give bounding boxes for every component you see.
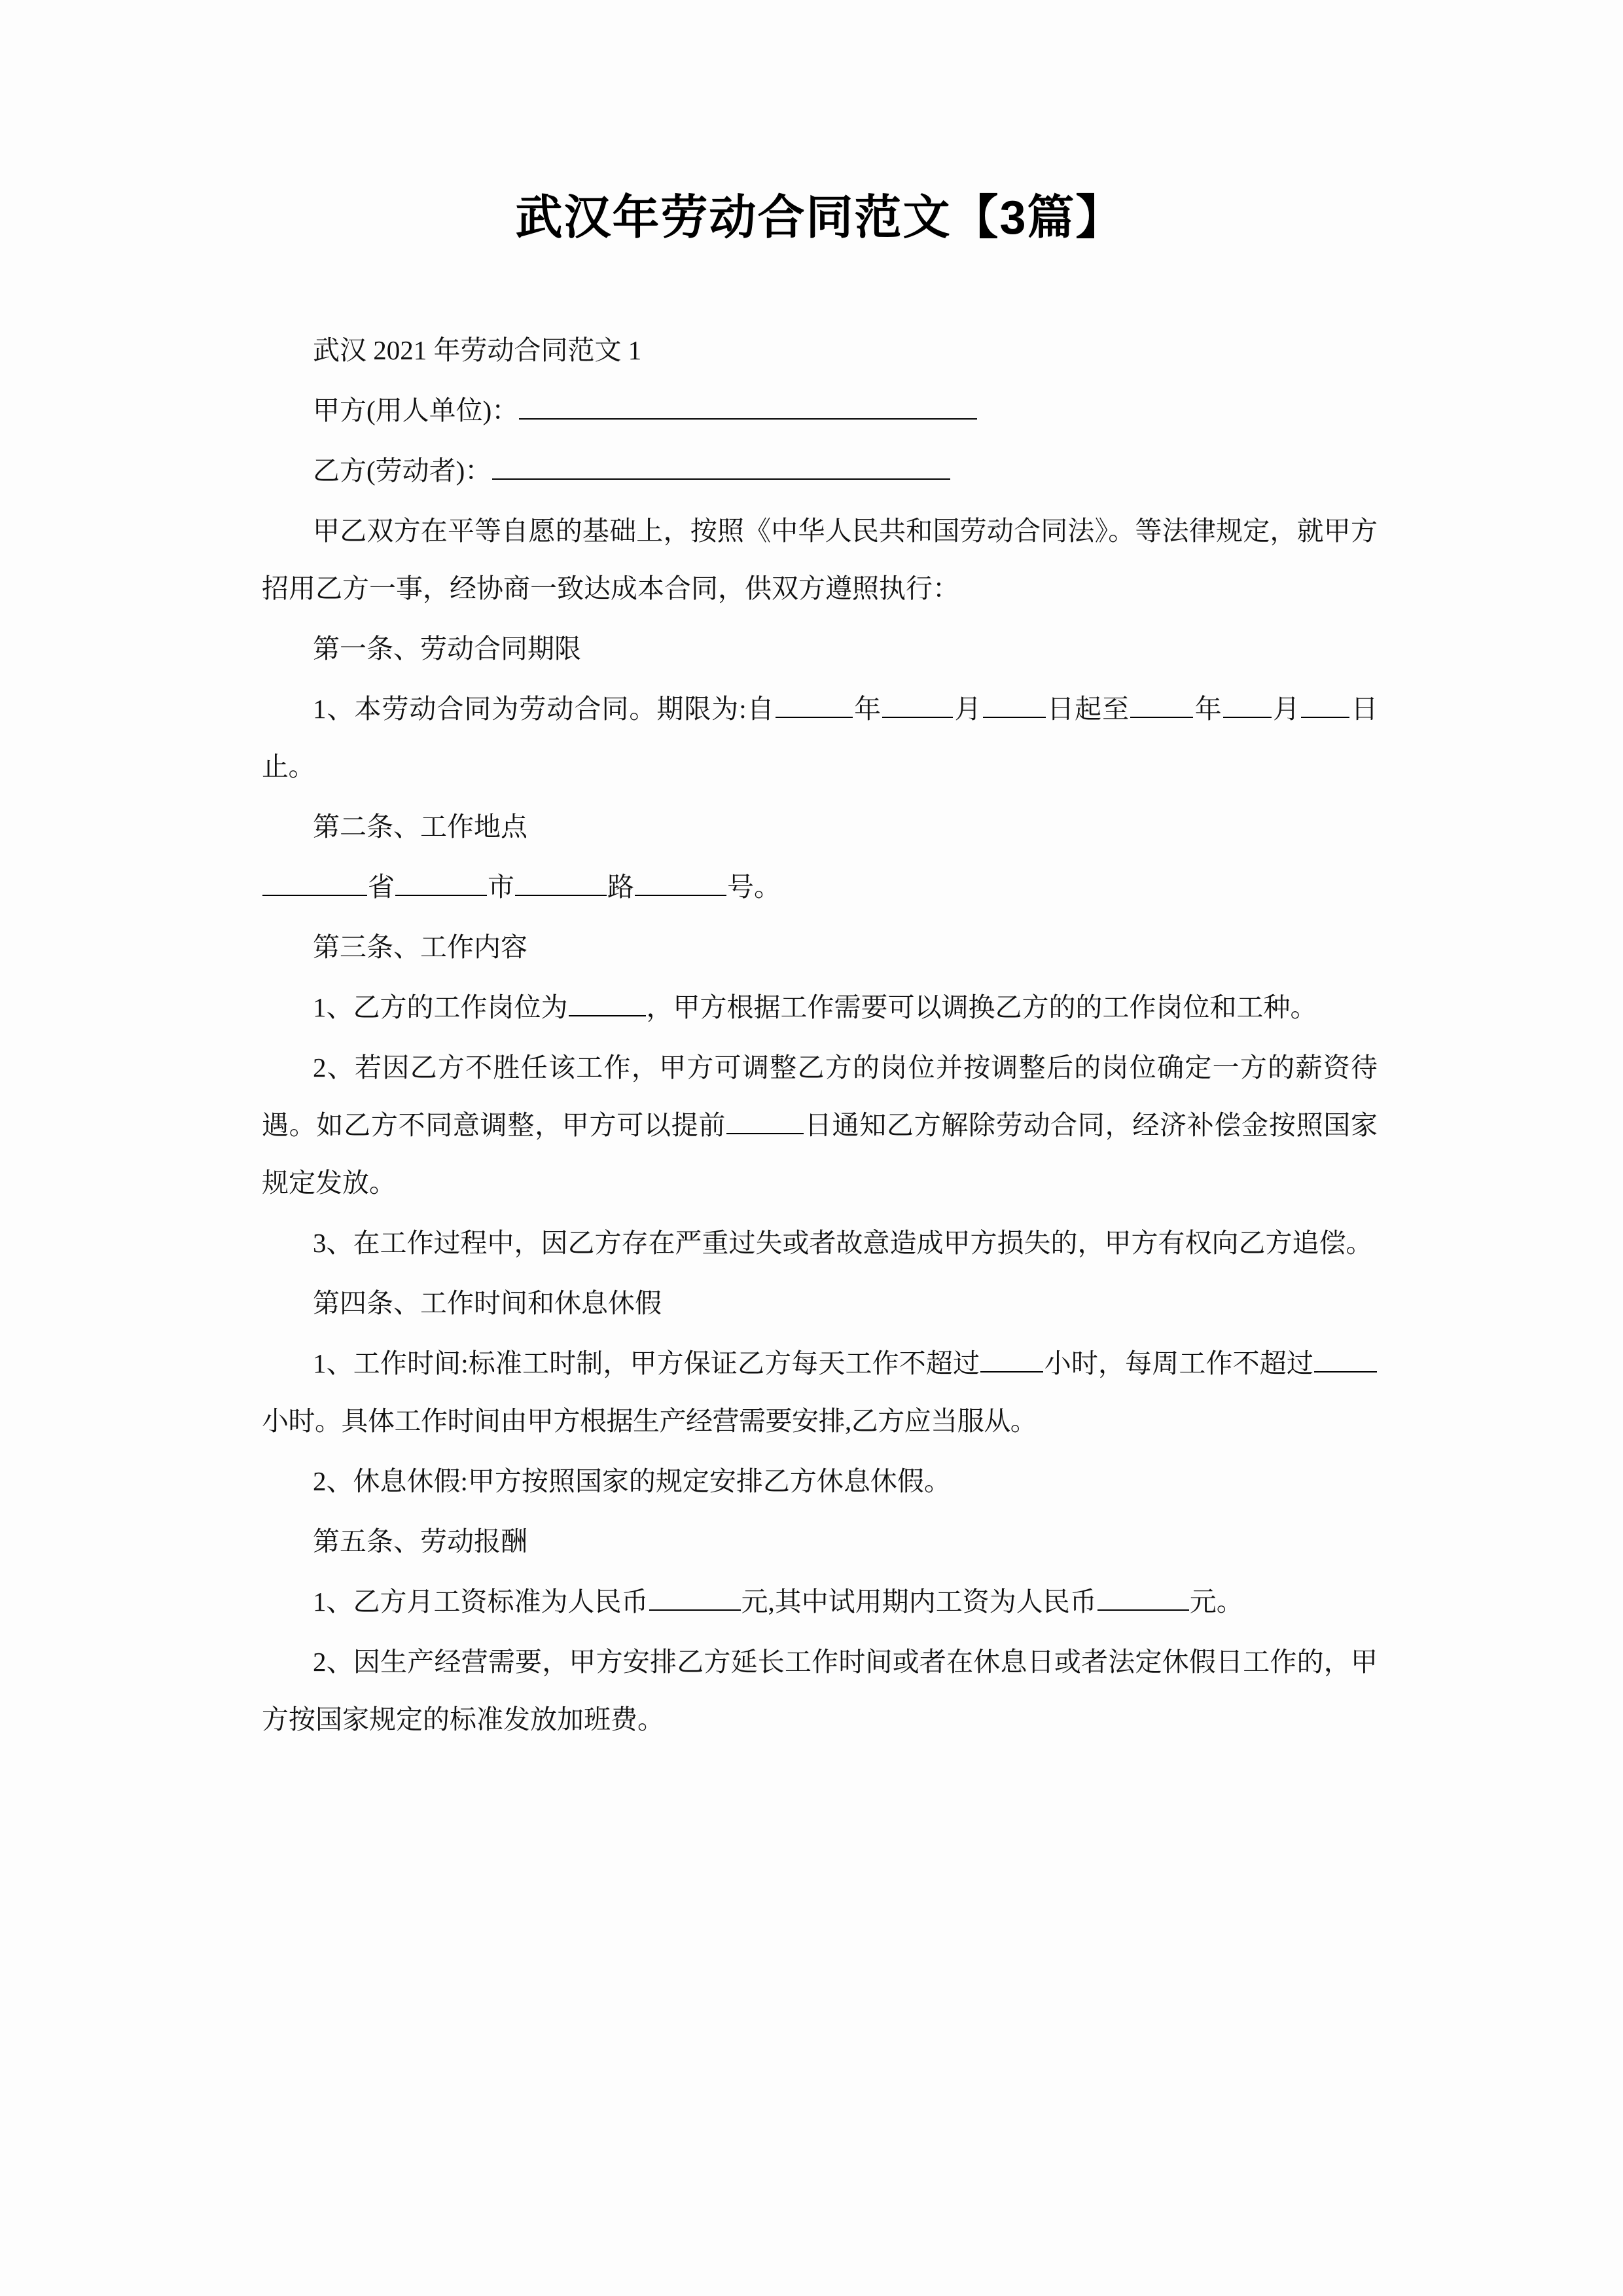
term-start-year-blank[interactable] — [776, 692, 853, 719]
notice-days-blank[interactable] — [726, 1109, 804, 1135]
section-heading-5: 第五条、劳动报酬 — [313, 1526, 527, 1557]
party-b-line — [262, 442, 1378, 499]
party-a-blank[interactable] — [519, 394, 977, 420]
section-3-item-1: 1、乙方的工作岗位为 ，甲方根据工作需要可以调换乙方的的工作岗位和工种。 — [262, 978, 1378, 1036]
section-heading-2: 第二条、工作地点 — [313, 812, 527, 842]
section-1-item-1: 1、本劳动合同为劳动合同。期限为:自 年 月 日起至 年 月 日止。 — [262, 680, 1378, 795]
party-b-blank[interactable] — [492, 454, 950, 480]
party-a-label: 甲方(用人单位)： — [313, 395, 519, 426]
subheading: 武汉 2021 年劳动合同范文 1 — [313, 335, 642, 366]
job-position-blank[interactable] — [569, 991, 646, 1017]
number-blank[interactable] — [635, 870, 726, 897]
monthly-salary-blank[interactable] — [649, 1585, 741, 1611]
party-b-label: 乙方(劳动者)： — [313, 456, 492, 486]
section-4-item-2: 2、休息休假:甲方按照国家的规定安排乙方休息休假。 — [313, 1466, 951, 1497]
city-blank[interactable] — [395, 870, 487, 897]
page-content — [262, 0, 1378, 1751]
province-blank[interactable] — [262, 870, 367, 897]
preamble-paragraph: 甲乙双方在平等自愿的基础上，按照《中华人民共和国劳动合同法》。等法律规定，就甲方招用乙方一事，经协商一致达成本合同，供双方遵照执行： — [262, 516, 1378, 604]
term-start-month-blank[interactable] — [882, 692, 953, 719]
page-title: 武汉年劳动合同范文【3篇】 — [515, 192, 1124, 244]
section-heading-3: 第三条、工作内容 — [313, 932, 527, 963]
section-heading-4: 第四条、工作时间和休息休假 — [313, 1288, 662, 1319]
term-end-year-blank[interactable] — [1130, 692, 1193, 719]
section-heading-1: 第一条、劳动合同期限 — [313, 634, 581, 664]
section-4-item-1: 1、工作时间:标准工时制，甲方保证乙方每天工作不超过 小时，每周工作不超过小时。具体工作时间由甲方根据生产经营需要安排,乙方应当服从。 — [262, 1335, 1378, 1450]
term-start-day-blank[interactable] — [983, 692, 1046, 719]
section-3-item-3: 3、在工作过程中，因乙方存在严重过失或者故意造成甲方损失的，甲方有权向乙方追偿。 — [313, 1228, 1373, 1259]
daily-hours-blank[interactable] — [980, 1347, 1043, 1373]
road-blank[interactable] — [515, 870, 607, 897]
section-5-item-2: 2、因生产经营需要，甲方安排乙方延长工作时间或者在休息日或者法定休假日工作的，甲方按国家规定的标准发放加班费。 — [262, 1647, 1378, 1735]
document-body — [262, 246, 1378, 1748]
party-a-line — [262, 382, 1378, 439]
section-3-item-2: 2、若因乙方不胜任该工作，甲方可调整乙方的岗位并按调整后的岗位确定一方的薪资待遇。如乙方不同意调整，甲方可以提前 日通知乙方解除劳动合同，经济补偿金按照国家规定发放。 — [262, 1052, 1378, 1198]
term-end-day-blank[interactable] — [1301, 692, 1349, 719]
work-address-line: 省 市 路 号。 — [262, 858, 1378, 916]
term-end-month-blank[interactable] — [1223, 692, 1272, 719]
weekly-hours-blank[interactable] — [1314, 1347, 1377, 1373]
probation-salary-blank[interactable] — [1097, 1585, 1189, 1611]
section-5-item-1: 1、乙方月工资标准为人民币 元,其中试用期内工资为人民币 元。 — [262, 1573, 1378, 1630]
